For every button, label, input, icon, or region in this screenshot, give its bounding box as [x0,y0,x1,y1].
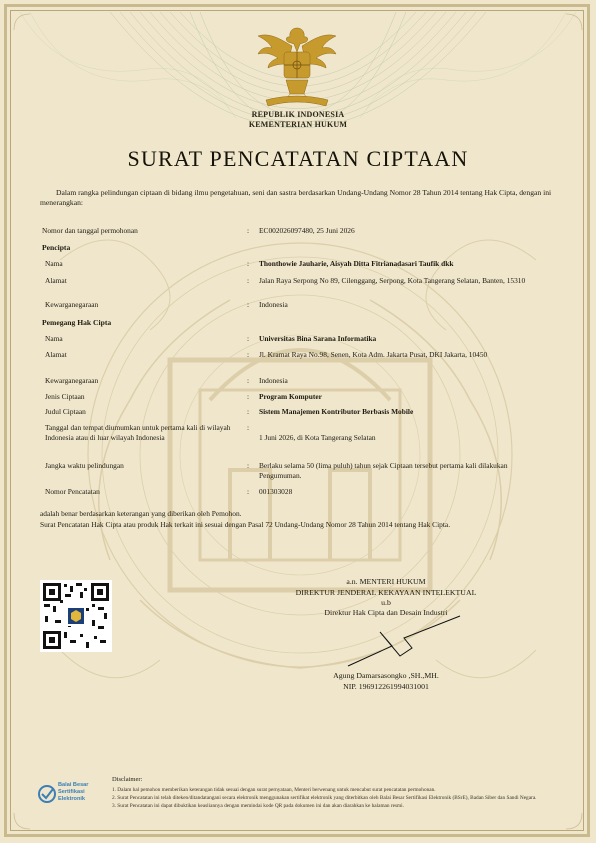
colon: : [247,487,250,496]
announce-value: 1 Juni 2026, di Kota Tangerang Selatan [259,433,376,442]
colon: : [247,334,250,343]
colon: : [247,392,250,401]
colon: : [247,226,250,235]
pencipta-nationality: Indonesia [259,300,288,309]
disclaimer-title: Disclaimer: [112,776,143,783]
handwritten-signature [340,604,470,674]
header-country: REPUBLIK INDONESIA [251,110,345,119]
inner-border [10,10,584,831]
colon: : [247,259,250,268]
record-number: 001303028 [259,487,293,496]
colon: : [247,423,250,432]
bsre-logo-icon [38,784,56,804]
pemegang-address: Jl. Kramat Raya No.98, Senen, Kota Adm. Jakarta Pusat, DKI Jakarta, 10450 [259,350,488,359]
closing-line-1: adalah benar berdasarkan keterangan yang diberikan oleh Pemohon. [40,509,242,518]
pemegang-heading: Pemegang Hak Cipta [42,318,112,327]
pencipta-address-label: Alamat [45,276,67,285]
pemegang-nationality-label: Kewarganegaraan [45,376,99,385]
pencipta-name: Thonthowie Jauharie, Aisyah Ditta Fitrianadasari Taufik dkk [259,259,454,268]
pencipta-nationality-label: Kewarganegaraan [45,300,99,309]
disclaimer-item: 3. Surat Pencatatan ini dapat dibuktikan keasliannya dengan memindai kode QR pada dokumen ini dan akan diarahkan ke halaman resmi. [112,803,404,809]
bsre-line-2: Sertifikasi [58,789,85,795]
work-title-label: Judul Ciptaan [45,407,86,416]
colon: : [247,407,250,416]
disclaimer-item: 1. Dalam hal pemohon memberikan keterangan tidak sesuai dengan surat pernyataan, Menteri berwenang untuk mencabut surat pencatatan permohonan. [112,787,436,793]
sig-name: Agung Damarsasongko ,SH.,MH. [333,671,439,680]
period-label: Jangka waktu pelindungan [45,461,124,470]
announce-label: Tanggal dan tempat diumumkan untuk pertama kali di wilayah Indonesia atau di luar wilayah Indonesia [45,423,231,442]
sig-nip: NIP. 196912261994031001 [343,682,429,691]
work-type: Program Komputer [259,392,322,401]
pencipta-heading: Pencipta [42,243,71,252]
bsre-line-1: Balai Besar [58,782,89,788]
garuda-emblem-icon [252,22,342,110]
pencipta-address: Jalan Raya Serpong No 89, Cilenggang, Serpong, Kota Tangerang Selatan, Banten, 15310 [259,276,526,285]
pencipta-name-label: Nama [45,259,63,268]
colon: : [247,350,250,359]
colon: : [247,376,250,385]
header-ministry: KEMENTERIAN HUKUM [248,120,348,129]
application-label: Nomor dan tanggal permohonan [42,226,138,235]
bsre-logo [38,782,104,808]
work-title: Sistem Manajemen Kontributor Berbasis Mobile [259,407,414,416]
application-value: EC002026097480, 25 Juni 2026 [259,226,355,235]
colon: : [247,276,250,285]
bsre-line-3: Elektronik [58,796,86,802]
work-type-label: Jenis Ciptaan [45,392,85,401]
pemegang-name-label: Nama [45,334,63,343]
sig-an: a.n. MENTERI HUKUM [346,577,426,586]
record-label: Nomor Pencatatan [45,487,100,496]
intro-paragraph: Dalam rangka pelindungan ciptaan di bidang ilmu pengetahuan, seni dan sastra berdasarkan Undang-Undang Nomor 28 Tahun 2014 tentang Hak Cipta, dengan ini menerangkan: [40,188,552,207]
pemegang-address-label: Alamat [45,350,67,359]
closing-line-2: Surat Pencatatan Hak Cipta atau produk Hak terkait ini sesuai dengan Pasal 72 Undang-Undang Nomor 28 Tahun 2014 tentang Hak Cipta. [40,520,451,529]
pemegang-name: Universitas Bina Sarana Informatika [259,334,377,343]
pemegang-nationality: Indonesia [259,376,288,385]
disclaimer-item: 2. Surat Pencatatan ini telah diteken/ditandatangani secara elektronik menggunakan sertifikat elektronik yang diterbitkan oleh Balai Besar Sertifikasi Elektronik (BSrE), Badan Siber dan Sandi Negara. [112,795,537,801]
sig-director: Direktur Hak Cipta dan Desain Industri [324,608,448,617]
document-title: SURAT PENCATATAN CIPTAAN [127,146,469,171]
period-value: Berlaku selama 50 (lima puluh) tahun sejak Ciptaan tersebut pertama kali dilakukan Pengumuman. [259,461,508,480]
colon: : [247,300,250,309]
colon: : [247,461,250,470]
sig-director-general: DIREKTUR JENDERAL KEKAYAAN INTELEKTUAL [295,588,477,597]
sig-ub: u.b [381,598,391,607]
